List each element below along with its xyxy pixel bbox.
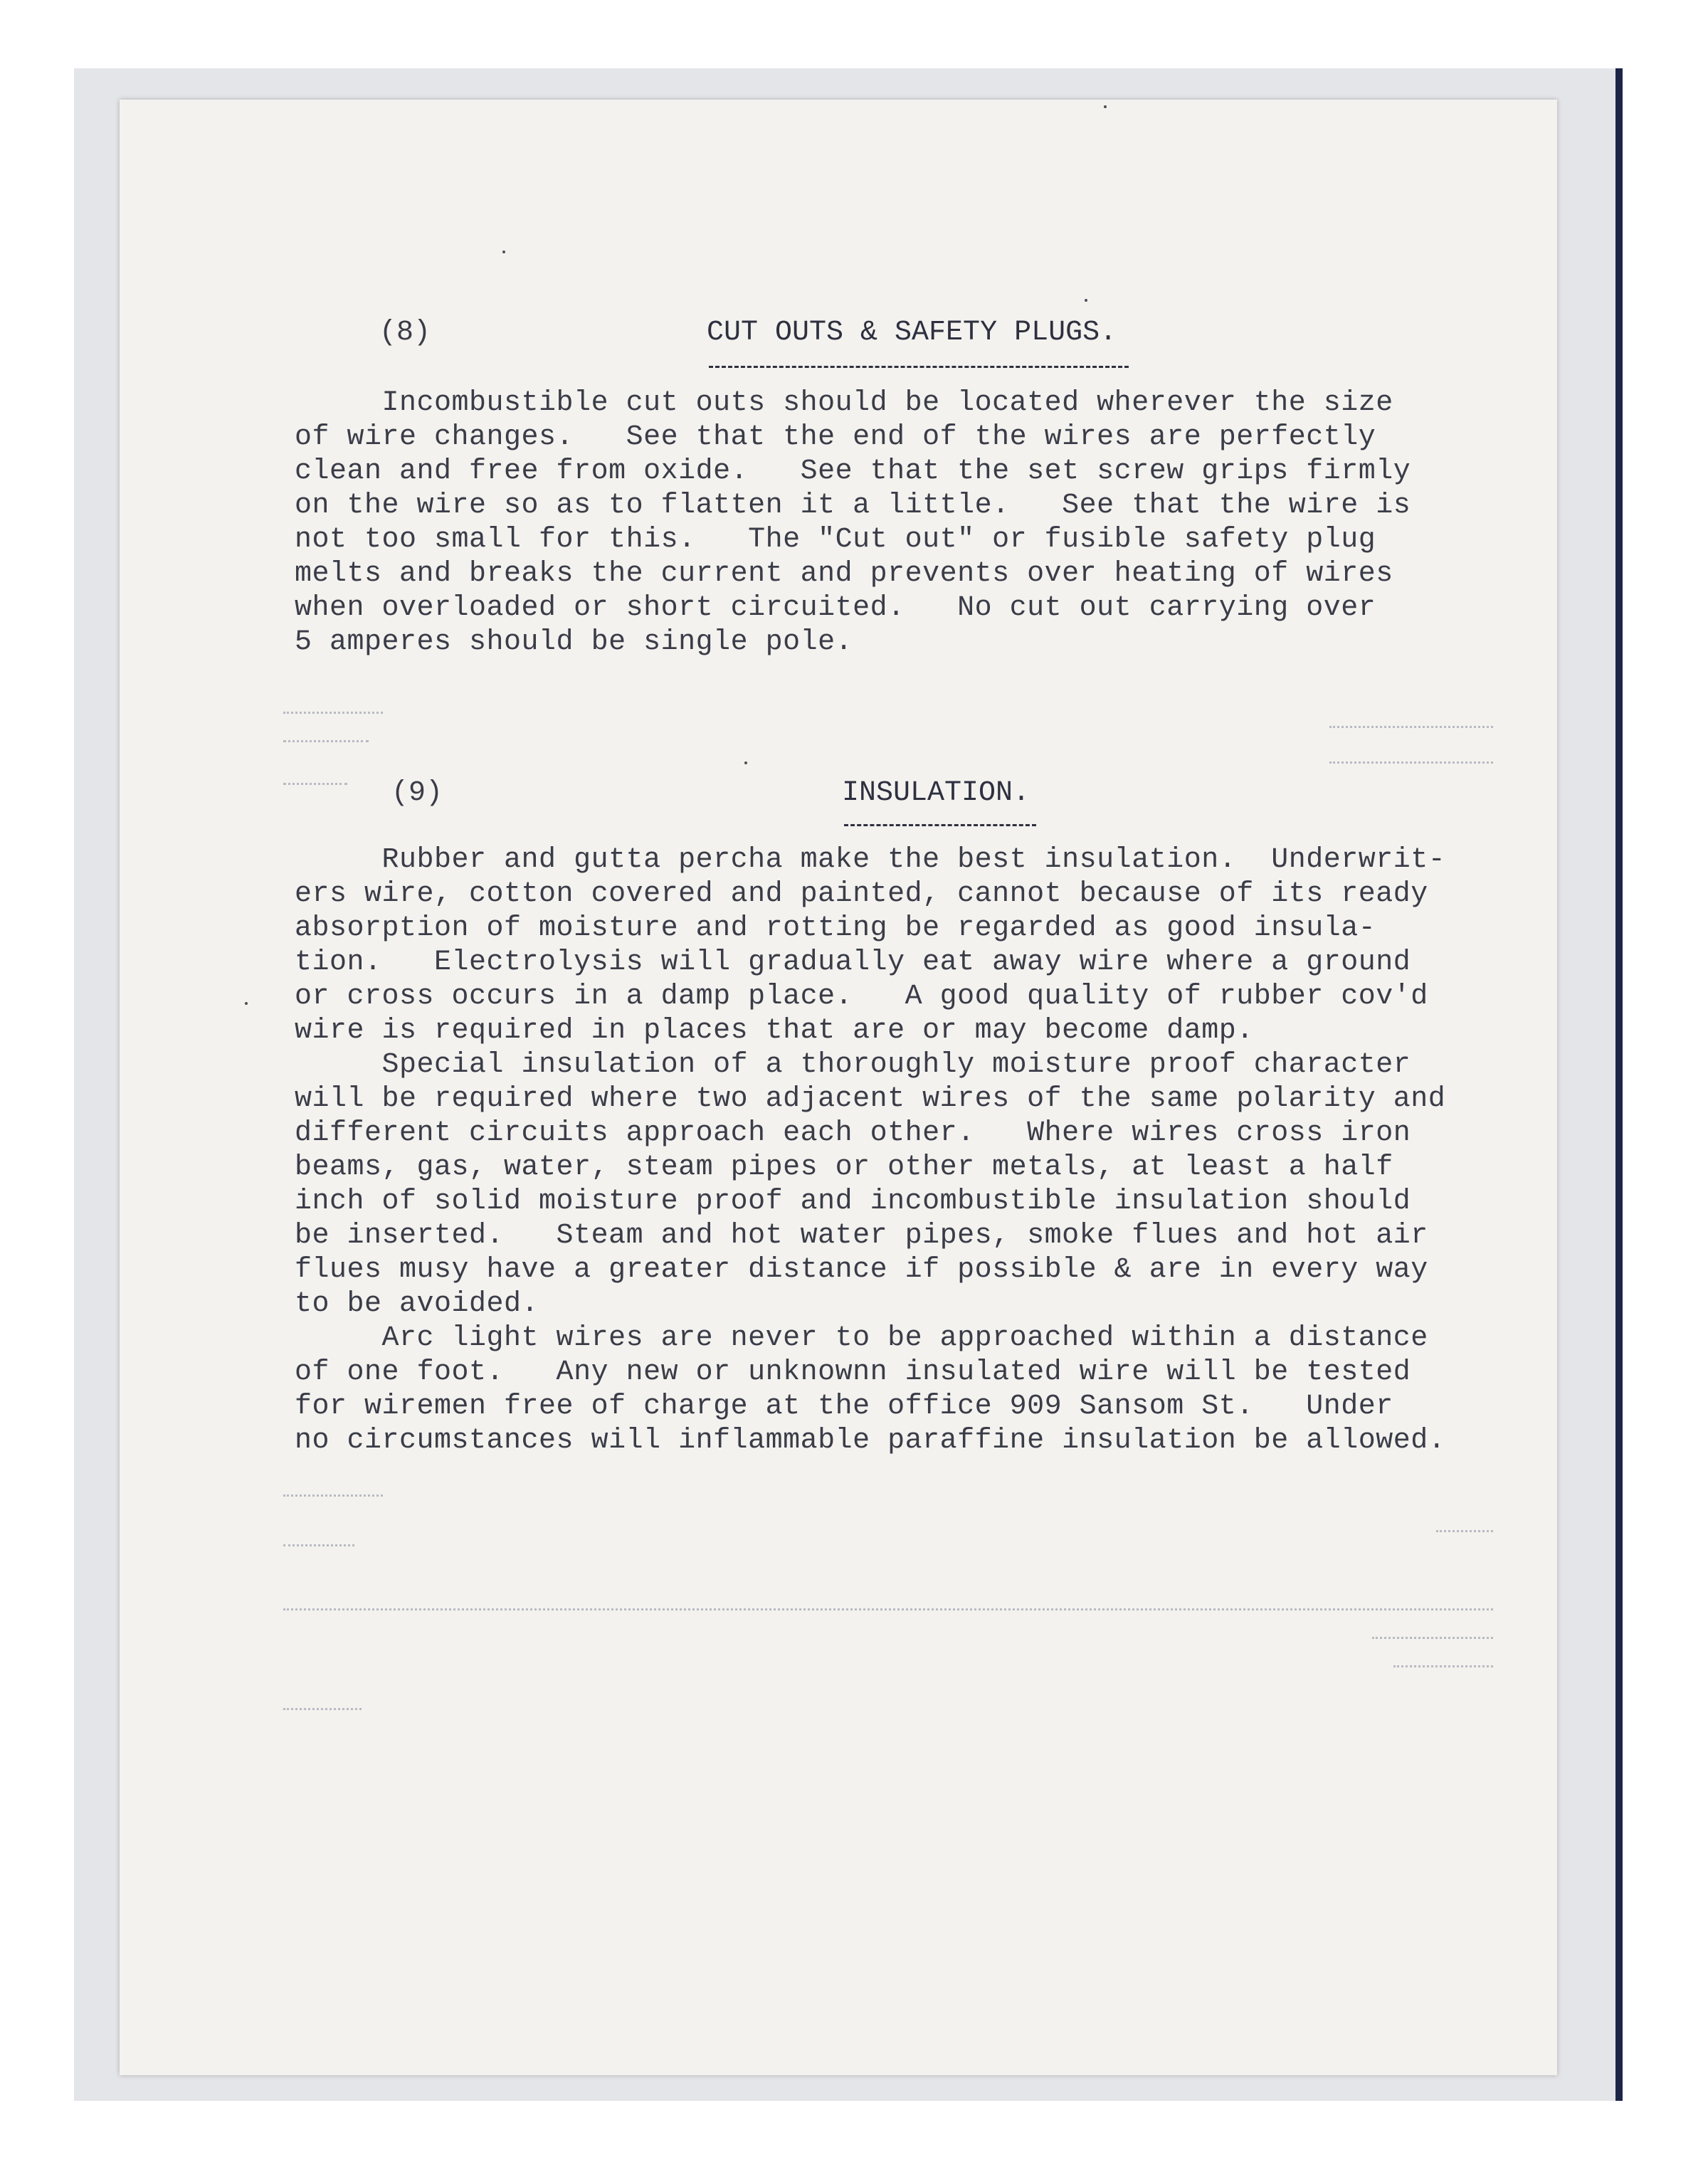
section-9-line: wire is required in places that are or may become damp.	[295, 1015, 1254, 1047]
faint-carbon-mark	[283, 1708, 362, 1710]
section-8-line: melts and breaks the current and prevents over heating of wires	[295, 558, 1393, 590]
faint-carbon-mark	[1329, 761, 1493, 764]
section-9-number: (9)	[391, 777, 443, 809]
ink-speck	[1085, 299, 1087, 302]
section-9-line: Rubber and gutta percha make the best insulation. Underwrit-	[295, 844, 1446, 876]
section-9-line: to be avoided.	[295, 1288, 539, 1320]
section-9-line: tion. Electrolysis will gradually eat away wire where a ground	[295, 947, 1411, 979]
section-8-line: when overloaded or short circuited. No cut out carrying over	[295, 592, 1376, 624]
section-8-line: 5 amperes should be single pole.	[295, 626, 853, 658]
faint-carbon-mark	[283, 1608, 1493, 1610]
faint-carbon-mark	[1393, 1665, 1493, 1667]
section-8-number: (8)	[379, 317, 431, 349]
section-9-line: or cross occurs in a damp place. A good quality of rubber cov'd	[295, 981, 1428, 1013]
faint-carbon-mark	[1436, 1530, 1493, 1532]
faint-carbon-mark	[283, 783, 347, 785]
section-9-line: absorption of moisture and rotting be regarded as good insula-	[295, 912, 1376, 944]
faint-carbon-mark	[283, 740, 369, 742]
ink-speck	[502, 251, 505, 253]
faint-carbon-mark	[283, 712, 383, 714]
section-9-line: be inserted. Steam and hot water pipes, smoke flues and hot air	[295, 1220, 1428, 1252]
ink-speck	[744, 761, 747, 764]
faint-carbon-mark	[283, 1544, 354, 1546]
section-8-line: on the wire so as to flatten it a little. See that the wire is	[295, 490, 1411, 522]
section-9-line: inch of solid moisture proof and incombustible insulation should	[295, 1186, 1411, 1218]
section-8-title: CUT OUTS & SAFETY PLUGS.	[707, 317, 1117, 349]
faint-carbon-mark	[1372, 1637, 1493, 1639]
section-9-title: INSULATION.	[842, 777, 1030, 809]
faint-carbon-mark	[283, 1494, 383, 1497]
section-8-line: clean and free from oxide. See that the set screw grips firmly	[295, 455, 1411, 487]
section-8-line: Incombustible cut outs should be located wherever the size	[295, 387, 1393, 419]
ink-speck	[245, 1002, 248, 1005]
section-8-title-underline	[709, 366, 1129, 368]
section-9-line: beams, gas, water, steam pipes or other metals, at least a half	[295, 1151, 1393, 1183]
section-9-line: for wiremen free of charge at the office 909 Sansom St. Under	[295, 1391, 1393, 1423]
section-9-line: different circuits approach each other. Where wires cross iron	[295, 1117, 1411, 1149]
ink-speck	[1104, 105, 1107, 108]
section-9-line: flues musy have a greater distance if possible & are in every way	[295, 1254, 1428, 1286]
faint-carbon-mark	[1329, 726, 1493, 728]
section-8-line: of wire changes. See that the end of the wires are perfectly	[295, 421, 1376, 453]
section-9-line: will be required where two adjacent wires of the same polarity and	[295, 1083, 1446, 1115]
typewritten-page	[120, 100, 1557, 2075]
section-8-line: not too small for this. The "Cut out" or fusible safety plug	[295, 524, 1376, 556]
section-9-line: Arc light wires are never to be approached within a distance	[295, 1322, 1428, 1354]
section-9-line: of one foot. Any new or unknownn insulated wire will be tested	[295, 1356, 1411, 1388]
section-9-line: no circumstances will inflammable paraffine insulation be allowed.	[295, 1425, 1446, 1457]
section-9-line: ers wire, cotton covered and painted, cannot because of its ready	[295, 878, 1428, 910]
section-9-title-underline	[844, 824, 1036, 826]
section-9-line: Special insulation of a thoroughly moisture proof character	[295, 1049, 1411, 1081]
